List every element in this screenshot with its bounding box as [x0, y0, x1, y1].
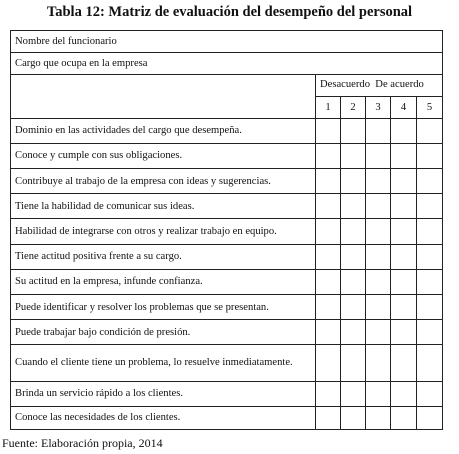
rating-cell[interactable]	[417, 294, 443, 319]
scale-number: 4	[391, 97, 417, 118]
rating-cell[interactable]	[417, 169, 443, 194]
criterion-row	[11, 345, 443, 381]
rating-cell[interactable]	[341, 345, 366, 381]
criterion-row	[11, 244, 443, 269]
rating-cell[interactable]	[341, 219, 366, 244]
position-label: Cargo que ocupa en la empresa	[11, 53, 443, 75]
rating-cell[interactable]	[417, 194, 443, 219]
criterion-label: Tiene actitud positiva frente a su cargo.	[11, 244, 316, 269]
criterion-row	[11, 169, 443, 194]
criterion-label: Contribuye al trabajo de la empresa con ideas y sugerencias.	[11, 169, 316, 194]
rating-cell[interactable]	[391, 320, 417, 345]
scale-labels	[316, 75, 443, 97]
rating-cell[interactable]	[316, 381, 341, 406]
position-row	[11, 53, 443, 75]
rating-cell[interactable]	[417, 219, 443, 244]
rating-cell[interactable]	[341, 320, 366, 345]
rating-cell[interactable]	[341, 169, 366, 194]
rating-cell[interactable]	[417, 381, 443, 406]
criterion-label: Su actitud en la empresa, infunde confianza.	[11, 269, 316, 294]
rating-cell[interactable]	[417, 118, 443, 143]
criterion-label: Puede identificar y resolver los problemas que se presentan.	[11, 294, 316, 319]
evaluation-table	[10, 30, 443, 430]
criterion-row	[11, 320, 443, 345]
rating-cell[interactable]	[341, 294, 366, 319]
scale-number: 3	[366, 97, 391, 118]
rating-cell[interactable]	[391, 219, 417, 244]
rating-cell[interactable]	[417, 244, 443, 269]
rating-cell[interactable]	[417, 406, 443, 429]
rating-cell[interactable]	[366, 194, 391, 219]
criterion-row	[11, 194, 443, 219]
rating-cell[interactable]	[366, 169, 391, 194]
rating-cell[interactable]	[366, 381, 391, 406]
rating-cell[interactable]	[341, 143, 366, 168]
rating-cell[interactable]	[341, 118, 366, 143]
scale-number: 5	[417, 97, 443, 118]
rating-cell[interactable]	[391, 143, 417, 168]
rating-cell[interactable]	[316, 320, 341, 345]
rating-cell[interactable]	[316, 244, 341, 269]
rating-cell[interactable]	[391, 345, 417, 381]
rating-cell[interactable]	[316, 219, 341, 244]
criterion-row	[11, 219, 443, 244]
criteria-header-cell	[11, 75, 316, 118]
rating-cell[interactable]	[391, 118, 417, 143]
rating-cell[interactable]	[316, 169, 341, 194]
rating-cell[interactable]	[366, 345, 391, 381]
scale-label-row	[11, 75, 443, 97]
employee-name-label: Nombre del funcionario	[11, 31, 443, 53]
scale-disagree-label: Desacuerdo	[320, 79, 370, 91]
evaluation-matrix	[10, 30, 442, 430]
criterion-label: Dominio en las actividades del cargo que desempeña.	[11, 118, 316, 143]
criterion-row	[11, 118, 443, 143]
rating-cell[interactable]	[391, 294, 417, 319]
rating-cell[interactable]	[366, 219, 391, 244]
scale-number: 1	[316, 97, 341, 118]
criterion-label: Conoce y cumple con sus obligaciones.	[11, 143, 316, 168]
rating-cell[interactable]	[341, 194, 366, 219]
criterion-label: Habilidad de integrarse con otros y realizar trabajo en equipo.	[11, 219, 316, 244]
rating-cell[interactable]	[391, 406, 417, 429]
rating-cell[interactable]	[366, 320, 391, 345]
rating-cell[interactable]	[341, 244, 366, 269]
rating-cell[interactable]	[391, 194, 417, 219]
source-note: Fuente: Elaboración propia, 2014	[2, 436, 163, 450]
rating-cell[interactable]	[366, 406, 391, 429]
rating-cell[interactable]	[316, 345, 341, 381]
rating-cell[interactable]	[316, 118, 341, 143]
rating-cell[interactable]	[366, 118, 391, 143]
criterion-row	[11, 406, 443, 429]
rating-cell[interactable]	[391, 169, 417, 194]
rating-cell[interactable]	[391, 269, 417, 294]
rating-cell[interactable]	[391, 244, 417, 269]
criterion-label: Puede trabajar bajo condición de presión.	[11, 320, 316, 345]
rating-cell[interactable]	[366, 294, 391, 319]
criterion-label: Conoce las necesidades de los clientes.	[11, 406, 316, 429]
employee-name-row	[11, 31, 443, 53]
rating-cell[interactable]	[366, 269, 391, 294]
rating-cell[interactable]	[316, 406, 341, 429]
criterion-label: Brinda un servicio rápido a los clientes.	[11, 381, 316, 406]
criterion-row	[11, 294, 443, 319]
rating-cell[interactable]	[417, 320, 443, 345]
table-title: Tabla 12: Matriz de evaluación del desempeño del personal	[46, 4, 413, 20]
rating-cell[interactable]	[391, 381, 417, 406]
rating-cell[interactable]	[341, 269, 366, 294]
criterion-label: Tiene la habilidad de comunicar sus ideas.	[11, 194, 316, 219]
rating-cell[interactable]	[417, 269, 443, 294]
scale-agree-label: De acuerdo	[375, 79, 424, 91]
rating-cell[interactable]	[417, 143, 443, 168]
rating-cell[interactable]	[316, 143, 341, 168]
rating-cell[interactable]	[341, 406, 366, 429]
criterion-row	[11, 269, 443, 294]
rating-cell[interactable]	[417, 345, 443, 381]
criterion-row	[11, 381, 443, 406]
criterion-label: Cuando el cliente tiene un problema, lo resuelve inmediatamente.	[11, 345, 316, 381]
scale-number: 2	[341, 97, 366, 118]
rating-cell[interactable]	[316, 294, 341, 319]
criterion-row	[11, 143, 443, 168]
rating-cell[interactable]	[316, 194, 341, 219]
rating-cell[interactable]	[366, 143, 391, 168]
rating-cell[interactable]	[341, 381, 366, 406]
rating-cell[interactable]	[366, 244, 391, 269]
rating-cell[interactable]	[316, 269, 341, 294]
